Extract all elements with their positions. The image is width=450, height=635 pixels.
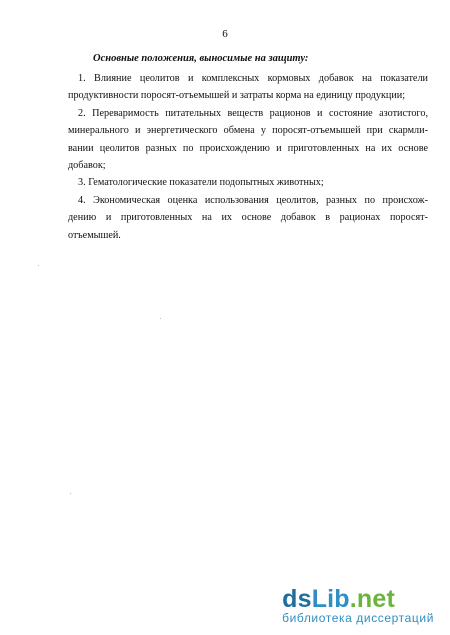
item-1-line-1: 1. Влияние цеолитов и комплексных кормовых добавок на показатели [78, 73, 428, 84]
list-item [68, 174, 428, 191]
logo-part-lib: Lib [311, 585, 350, 613]
list-item [68, 105, 428, 175]
item-1-line-2: продуктивности поросят-отъемышей и затраты корма на единицу продукции; [68, 90, 406, 102]
watermark-logo [282, 585, 434, 614]
item-4-line-3: отъемышей. [68, 229, 121, 241]
logo-part-ds: ds [282, 585, 312, 613]
section-heading: Основные положения, выносимые на защиту: [93, 53, 309, 64]
watermark-subtitle: библиотека диссертаций [282, 611, 434, 625]
item-2-line-2: минерального и энергетического обмена у поросят-отъемышей при скармли- [68, 125, 428, 137]
item-4-line-1: 4. Экономическая оценка использования цеолитов, разных по происхож- [78, 194, 428, 206]
item-2-line-4: добавок; [68, 160, 106, 172]
list-item [68, 70, 428, 105]
theses-list [68, 70, 428, 244]
scan-speck [160, 318, 161, 319]
scan-speck [70, 493, 71, 494]
dslib-watermark [282, 585, 434, 625]
item-2-line-1: 2. Переваримость питательных веществ рационов и состояние азотистого, [78, 107, 428, 119]
item-3-line-1: 3. Гематологические показатели подопытных животных; [78, 177, 324, 189]
scan-speck [38, 265, 39, 266]
item-4-line-2: дению и приготовленных на их основе добавок в рационах поросят- [68, 212, 428, 224]
page-number: 6 [222, 28, 228, 40]
list-item [68, 192, 428, 244]
logo-part-net: .net [349, 585, 396, 613]
item-2-line-3: вании цеолитов разных по происхождению и приготовленных на их основе [68, 142, 428, 154]
